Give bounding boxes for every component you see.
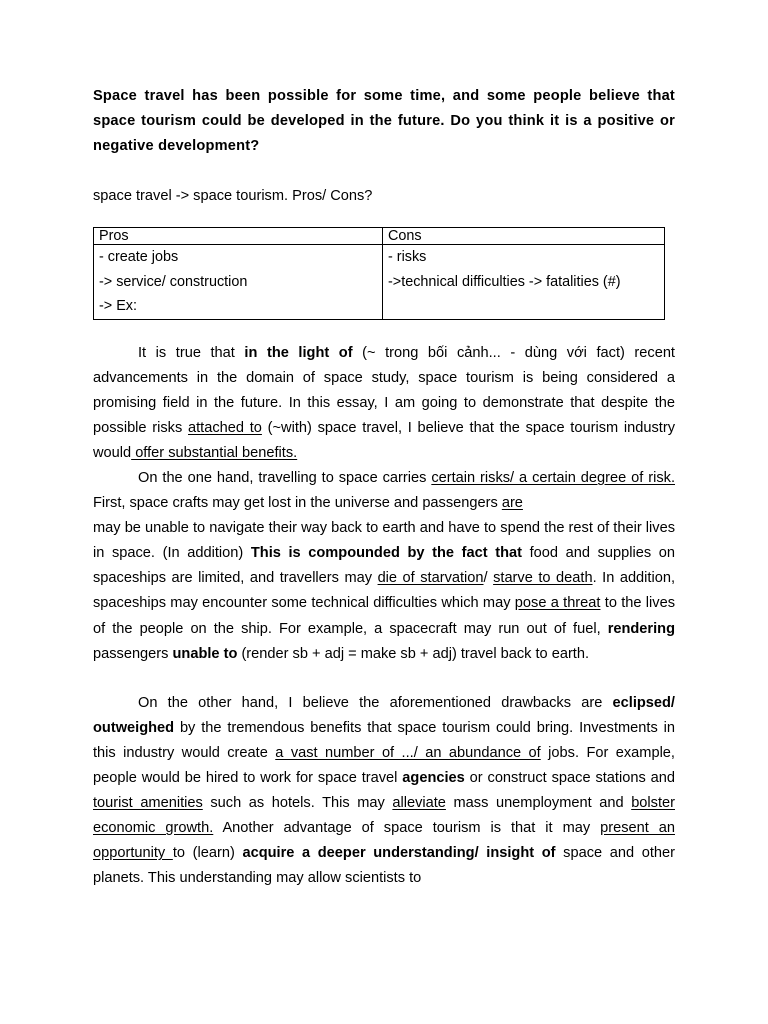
document-page	[93, 84, 675, 891]
essay-question: Space travel has been possible for some time, and some people believe that space tourism could be developed in the future. Do you think it is a positive or negative development?	[93, 88, 675, 154]
table-header-row	[94, 228, 665, 245]
pros-cons-table	[93, 227, 665, 320]
pros-item: -> service/ construction	[99, 273, 248, 290]
body-paragraph-1: On the one hand, travelling to space carries certain risks/ a certain degree of risk. First, space crafts may get lost in the universe and passengers are	[93, 469, 675, 512]
header-cons: Cons	[383, 228, 665, 245]
table-row	[94, 245, 665, 320]
pros-cell	[94, 245, 383, 320]
header-pros: Pros	[94, 228, 383, 245]
brainstorm-note: space travel -> space tourism. Pros/ Cons?	[93, 188, 373, 204]
cons-item: - risks	[388, 249, 427, 265]
cons-item: ->technical difficulties -> fatalities (#)	[388, 273, 621, 290]
intro-paragraph: It is true that in the light of (~ trong bối cảnh... - dùng với fact) recent advancements in the domain of space study, space tourism is being considered a promising field in the future. In this essay, I am going to demonstrate that despite the possible risks attached to (~with) space travel, I believe that the space tourism industry would offer substantial benefits.	[93, 344, 675, 461]
pros-item: -> Ex:	[99, 298, 137, 314]
pros-item: - create jobs	[99, 249, 179, 265]
cons-cell	[383, 245, 665, 320]
body-paragraph-1-continued: may be unable to navigate their way back to earth and have to spend the rest of their lives in space. (In addition) This is compounded by the fact that food and supplies on spaceships are limited, and travellers may die of starvation/ starve to death. In addition, spaceships may encounter some technical difficulties which may pose a threat to the lives of the people on the ship. For example, a spacecraft may run out of fuel, rendering passengers unable to (render sb + adj = make sb + adj) travel back to earth.	[93, 520, 676, 662]
body-paragraph-2: On the other hand, I believe the aforementioned drawbacks are eclipsed/ outweighed by the tremendous benefits that space tourism could bring. Investments in this industry would create a vast number of .../ an abundance of jobs. For example, people would be hired to work for space travel agencies or construct space stations and tourist amenities such as hotels. This may alleviate mass unemployment and bolster economic growth. Another advantage of space tourism is that it may present an opportunity to (learn) acquire a deeper understanding/ insight of space and other planets. This understanding may allow scientists to	[93, 694, 675, 887]
